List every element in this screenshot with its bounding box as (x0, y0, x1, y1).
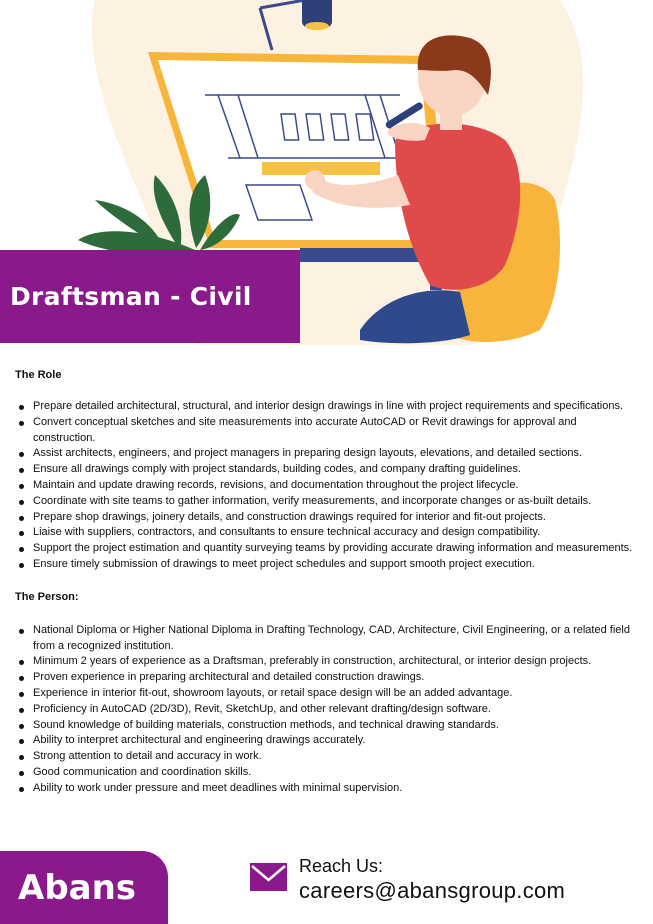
contact-block (250, 856, 650, 916)
person-list (0, 623, 653, 797)
role-item: Support the project estimation and quantity surveying teams by providing accurate drawing information and measurements. (0, 541, 653, 557)
role-item: Liaise with suppliers, contractors, and consultants to ensure technical accuracy and design compatibility. (0, 525, 653, 541)
person-item: Strong attention to detail and accuracy in work. (0, 749, 653, 765)
brand-name: Abans (18, 867, 137, 908)
person-item: Proven experience in preparing architectural and detailed construction drawings. (0, 670, 653, 686)
role-heading: The Role (15, 369, 62, 381)
role-item: Assist architects, engineers, and project managers in preparing design layouts, elevations, and detailed sections. (0, 446, 653, 462)
role-item: Maintain and update drawing records, revisions, and documentation throughout the project lifecycle. (0, 478, 653, 494)
reach-us-label: Reach Us: (299, 856, 384, 876)
job-description (0, 368, 653, 797)
role-item: Ensure all drawings comply with project standards, building codes, and company drafting guidelines. (0, 462, 653, 478)
role-item: Ensure timely submission of drawings to meet project schedules and support smooth project execution. (0, 557, 653, 573)
job-title-banner (0, 250, 300, 343)
person-item: Minimum 2 years of experience as a Draftsman, preferably in construction, architectural, or interior design projects. (0, 654, 653, 670)
role-item: Convert conceptual sketches and site measurements into accurate AutoCAD or Revit drawings for approval and construction. (0, 415, 653, 447)
role-item: Prepare shop drawings, joinery details, and construction drawings required for interior and fit-out projects. (0, 510, 653, 526)
person-item: National Diploma or Higher National Diploma in Drafting Technology, CAD, Architecture, Civil Engineering, or a related field from a recognized institution. (0, 623, 653, 655)
role-item: Coordinate with site teams to gather information, verify measurements, and incorporate changes or as-built details. (0, 494, 653, 510)
person-item: Good communication and coordination skills. (0, 765, 653, 781)
person-item: Sound knowledge of building materials, construction methods, and technical drawing standards. (0, 718, 653, 734)
role-list (0, 399, 653, 573)
person-item: Proficiency in AutoCAD (2D/3D), Revit, SketchUp, and other relevant drafting/design software. (0, 702, 653, 718)
person-item: Ability to work under pressure and meet deadlines with minimal supervision. (0, 781, 653, 797)
person-heading: The Person: (15, 590, 79, 603)
role-item: Prepare detailed architectural, structural, and interior design drawings in line with project requirements and specifications. (0, 399, 653, 415)
person-item: Ability to interpret architectural and engineering drawings accurately. (0, 733, 653, 749)
person-item: Experience in interior fit-out, showroom layouts, or retail space design will be an added advantage. (0, 686, 653, 702)
brand-logo-banner (0, 851, 168, 924)
contact-email[interactable]: careers@abansgroup.com (299, 878, 566, 903)
job-title: Draftsman - Civil (10, 282, 252, 311)
envelope-icon (250, 863, 287, 891)
